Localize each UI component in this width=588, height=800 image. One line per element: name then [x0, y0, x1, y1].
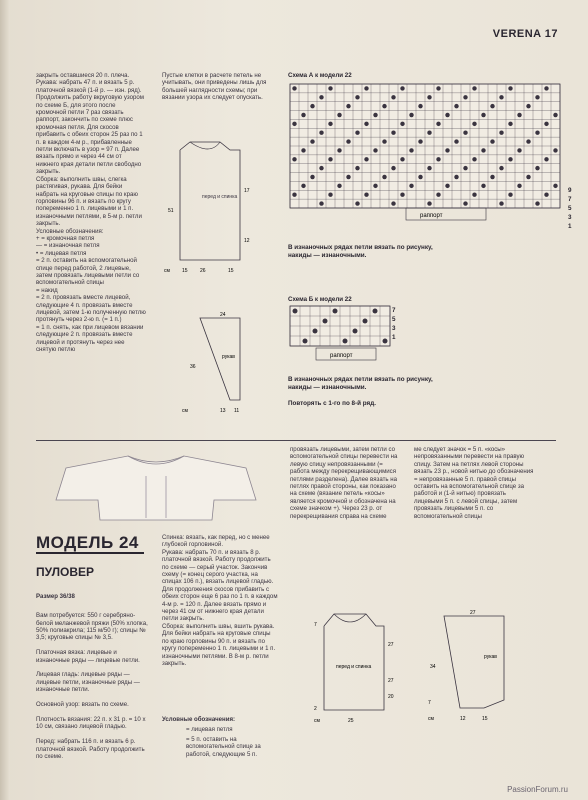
stitch-mark — [313, 329, 318, 334]
stitch-mark — [445, 148, 449, 152]
stitch-mark — [337, 148, 341, 152]
dim-12: 12 — [244, 238, 250, 244]
stitch-mark — [409, 184, 413, 188]
dim-36: 36 — [190, 364, 196, 370]
stitch-mark — [454, 104, 458, 108]
dim-25: 25 — [348, 718, 354, 724]
stitch-mark — [353, 329, 358, 334]
stitch-mark — [499, 201, 503, 205]
dim-7: 7 — [314, 622, 317, 628]
stitch-mark — [364, 122, 368, 126]
stitch-mark — [343, 339, 348, 344]
stitch-mark — [418, 104, 422, 108]
stitch-mark — [499, 166, 503, 170]
stockinette-stitch: Лицевая гладь: лицевые ряды — лицевые петли, изнаночные ряды — изнаночные петли. — [36, 671, 140, 694]
sweater-illustration — [36, 446, 276, 524]
dim-27: 27 — [388, 642, 394, 648]
scheme-b-title: Схема Б к модели 22 — [288, 296, 352, 303]
dim-2: 2 — [314, 706, 317, 712]
stitch-mark — [400, 86, 404, 90]
neckline — [334, 614, 366, 622]
stitch-mark — [427, 166, 431, 170]
stitch-mark — [526, 175, 530, 179]
legend-item-2: = 5 п. оставить на вспомогательной спице за работой, следующие 5 п. — [186, 736, 261, 758]
scheme-b-chart — [286, 304, 406, 368]
stitch-mark — [382, 139, 386, 143]
stitch-mark — [400, 157, 404, 161]
stitch-mark — [472, 122, 476, 126]
model-instructions — [36, 586, 152, 768]
page-header: VERENA 17 — [492, 28, 558, 40]
stitch-mark — [463, 95, 467, 99]
row-num: 7 — [568, 196, 572, 203]
dim-24: 24 — [220, 312, 226, 318]
stitch-mark — [526, 104, 530, 108]
scheme-b-repeat-note: Повторять с 1-го по 8-й ряд. — [288, 400, 376, 407]
stitch-mark — [301, 148, 305, 152]
stitch-mark — [481, 184, 485, 188]
dim-cm: см — [182, 408, 188, 414]
model-subtitle: ПУЛОВЕР — [36, 565, 95, 579]
scheme-b-repeat-label: раппорт — [330, 353, 353, 359]
middle-bottom-text: Спинка: вязать, как перед, но с менее глубокой горловиной. Рукава: набрать 70 п. и вязать 8 р. платочной вязкой. Работу продолжить по схеме — серый участок. Закончив схему (= конец серого участка, на спицах 106 п.), вязать лицевой гладью. Для продолжения скосов прибавить с обеих сторон еще 6 раз по 1 п. в каждом 4-м р. = 120 п. Далее вязать прямо и через 41 см от нижнего края детали петли закрыть. Сборка: выполнить швы, вшить рукава. Для бейки набрать на круговые спицы по краю горловины 90 п. и вязать по кругу попеременно 1 п. лицевыми и 1 п. изнаночными петлями. В 8-м р. петли закрыть. — [162, 534, 278, 667]
piece-label: перед и спинка — [202, 194, 238, 200]
neckline — [190, 142, 220, 149]
row-num: 5 — [392, 316, 396, 323]
dim-20: 20 — [388, 694, 394, 700]
garter-stitch: Платочная вязка: лицевые и изнаночные ряды — лицевые петли. — [36, 649, 140, 664]
stitch-mark — [337, 184, 341, 188]
dim-7: 7 — [428, 700, 431, 706]
scheme-a-repeat-box — [406, 208, 486, 220]
legend-title: Условные обозначения: — [162, 716, 236, 723]
watermark: PassionForum.ru — [507, 785, 568, 794]
stitch-mark — [301, 113, 305, 117]
stitch-mark — [328, 193, 332, 197]
stitch-mark — [292, 86, 296, 90]
stitch-mark — [481, 148, 485, 152]
stitch-mark — [499, 95, 503, 99]
stitch-mark — [292, 122, 296, 126]
stitch-mark — [382, 104, 386, 108]
dim-15-right: 15 — [228, 268, 234, 274]
stitch-mark — [409, 148, 413, 152]
stitch-mark — [364, 193, 368, 197]
body-outline — [324, 614, 384, 710]
sleeve-label: рукав — [222, 354, 235, 360]
stitch-mark — [391, 95, 395, 99]
stitch-mark — [333, 309, 338, 314]
middle-upper-text: провязать лицевыми, затем петли со вспомогательной спицы перевести на левую спицу непровязанными (= работа между перекрещивающимися петлями разделена). Далее вязать на петлях правой стороны, как показано на схеме (вязание петель «косы» является кромочной и обозначена на схеме значком +). Через 23 р. от перекрещивания справа на схеме — [290, 446, 398, 520]
stitch-mark — [363, 319, 368, 324]
sweater-outline — [56, 456, 256, 520]
stitch-mark — [319, 166, 323, 170]
stitch-mark — [391, 166, 395, 170]
stitch-mark — [355, 166, 359, 170]
stitch-mark — [508, 157, 512, 161]
stitch-mark — [499, 131, 503, 135]
dim-cm: см — [314, 718, 320, 724]
empty-cells-note: Пустые клетки в расчете петель не учитывать, они приведены лишь для большей наглядности схемы; при вязании узора их следует опускать. — [162, 72, 267, 102]
stitch-mark — [454, 175, 458, 179]
piece-label: перед и спинка — [336, 664, 372, 670]
stitch-mark — [436, 157, 440, 161]
stitch-mark — [292, 157, 296, 161]
dim-15: 15 — [482, 716, 488, 722]
stitch-mark — [463, 131, 467, 135]
scheme-a-title: Схема А к модели 22 — [288, 72, 352, 79]
stitch-mark — [535, 95, 539, 99]
legend-item-1: = лицевая петля — [186, 726, 233, 733]
stitch-mark — [472, 193, 476, 197]
dim-17: 17 — [244, 188, 250, 194]
stitch-mark — [418, 175, 422, 179]
stitch-mark — [445, 184, 449, 188]
stitch-mark — [355, 201, 359, 205]
body-pattern-diagram-bottom — [294, 606, 414, 730]
stitch-mark — [553, 184, 557, 188]
scheme-a-chart — [286, 82, 576, 232]
dim-11: 11 — [234, 408, 240, 414]
stitch-mark — [391, 201, 395, 205]
row-num: 3 — [568, 214, 572, 221]
row-num: 1 — [392, 334, 396, 341]
dim-12: 12 — [460, 716, 466, 722]
scheme-a-row-numbers — [568, 186, 580, 231]
dim-27: 27 — [470, 610, 476, 616]
stitch-mark — [517, 148, 521, 152]
stitch-mark — [490, 139, 494, 143]
stitch-mark — [436, 86, 440, 90]
stitch-mark — [364, 86, 368, 90]
row-num: 9 — [568, 187, 572, 194]
sleeve-outline — [444, 616, 504, 708]
stitch-mark — [481, 113, 485, 117]
stitch-mark — [293, 309, 298, 314]
main-pattern: Основной узор: вязать по схеме. — [36, 701, 129, 709]
dim-26: 26 — [200, 268, 206, 274]
dim-cm: см — [164, 268, 170, 274]
stitch-mark — [553, 113, 557, 117]
sleeve-pattern-diagram-top — [180, 308, 270, 418]
stitch-mark — [319, 95, 323, 99]
stitch-mark — [346, 104, 350, 108]
stitch-mark — [490, 104, 494, 108]
stitch-mark — [355, 95, 359, 99]
dim-cm: см — [428, 716, 434, 722]
stitch-mark — [373, 113, 377, 117]
stitch-mark — [310, 139, 314, 143]
stitch-mark — [544, 122, 548, 126]
right-upper-text: ме следует значок = 5 п. «косы» непровязанными перевести на правую спицу. Затем на петлях левой стороны вязать 23 р., новой нитью до обозначения = непровязанные 5 п. правой спицы оставить на вспомогательной спице за работой и (1-й нитью) провязать лицевыми 5 п. с левой спицы, затем провязать лицевыми 5 п. со вспомогательной спицы — [414, 446, 534, 520]
scheme-b-row-numbers — [392, 306, 402, 342]
stitch-mark — [301, 184, 305, 188]
body-outline — [180, 142, 240, 260]
dim-15-left: 15 — [182, 268, 188, 274]
dim-27b: 27 — [388, 678, 394, 684]
stitch-mark — [445, 113, 449, 117]
stitch-mark — [373, 184, 377, 188]
body-pattern-diagram-top — [160, 132, 270, 280]
gauge: Плотность вязания: 22 п. х 31 р. = 10 х 10 см, связано лицевой гладью. — [36, 715, 146, 731]
stitch-mark — [454, 139, 458, 143]
dim-13: 13 — [220, 408, 226, 414]
row-num: 7 — [392, 307, 396, 314]
stitch-mark — [472, 86, 476, 90]
model-title: МОДЕЛЬ 24 — [36, 533, 139, 552]
stitch-mark — [517, 184, 521, 188]
stitch-mark — [463, 166, 467, 170]
stitch-mark — [508, 86, 512, 90]
stitch-mark — [427, 131, 431, 135]
stitch-mark — [427, 201, 431, 205]
size: Размер 36/38 — [36, 593, 75, 601]
title-underline — [36, 552, 144, 554]
materials: Вам потребуется: 550 г серебряно-белой меланжевой пряжи (50% хлопка, 50% полиакрила; 115 м/50 г); спицы № 3,5; круговые спицы № 3,5. — [36, 612, 148, 642]
stitch-mark — [319, 131, 323, 135]
stitch-mark — [328, 122, 332, 126]
page-spine-shadow — [0, 0, 10, 800]
stitch-mark — [337, 113, 341, 117]
sleeve-pattern-diagram-bottom — [424, 608, 524, 726]
stitch-mark — [427, 95, 431, 99]
stitch-mark — [310, 104, 314, 108]
stitch-mark — [535, 201, 539, 205]
stitch-mark — [553, 148, 557, 152]
stitch-mark — [508, 122, 512, 126]
stitch-mark — [383, 339, 388, 344]
stitch-mark — [364, 157, 368, 161]
stitch-mark — [535, 131, 539, 135]
stitch-mark — [310, 175, 314, 179]
stitch-mark — [400, 193, 404, 197]
stitch-mark — [544, 86, 548, 90]
stitch-mark — [436, 193, 440, 197]
stitch-mark — [292, 193, 296, 197]
stitch-mark — [436, 122, 440, 126]
front-instructions: Перед: набрать 116 п. и вязать 6 р. платочной вязкой. Работу продолжить по схеме. — [36, 738, 145, 760]
stitch-mark — [328, 86, 332, 90]
dim-34: 34 — [430, 664, 436, 670]
stitch-mark — [544, 157, 548, 161]
stitch-mark — [346, 175, 350, 179]
stitch-mark — [319, 201, 323, 205]
stitch-mark — [391, 131, 395, 135]
stitch-mark — [526, 139, 530, 143]
row-num: 3 — [392, 325, 396, 332]
stitch-mark — [355, 131, 359, 135]
row-num: 5 — [568, 205, 572, 212]
stitch-mark — [400, 122, 404, 126]
stitch-mark — [373, 309, 378, 314]
stitch-mark — [418, 139, 422, 143]
stitch-mark — [373, 148, 377, 152]
sleeve-label: рукав — [484, 654, 497, 660]
stitch-mark — [323, 319, 328, 324]
stitch-mark — [535, 166, 539, 170]
dim-51: 51 — [168, 208, 174, 214]
scheme-a-note: В изнаночных рядах петли вязать по рисунку, накиды — изнаночными. — [288, 244, 433, 259]
stitch-mark — [328, 157, 332, 161]
stitch-mark — [544, 193, 548, 197]
stitch-mark — [508, 193, 512, 197]
stitch-mark — [382, 175, 386, 179]
row-num: 1 — [568, 223, 572, 230]
stitch-mark — [517, 113, 521, 117]
stitch-mark — [490, 175, 494, 179]
scheme-b-note: В изнаночных рядах петли вязать по рисунку, накиды — изнаночными. — [288, 376, 433, 391]
left-column-text: закрыть оставшиеся 20 п. плеча. Рукава: набрать 47 п. и вязать 5 р. платочной вязкой (1-й р. — изн. ряд). Продолжить работу вкруговую узором по схеме Б, для этого после кромочной петли 7 раз связать раппорт, закончить по схеме плюс кромочная петля. Для скосов прибавить с обеих сторон 25 раз по 1 п. в каждом 4-м р., прибавленные петли включать в узор = 97 п. Далее вязать прямо и через 44 см от нижнего края детали петли свободно закрыть. Сборка: выполнить швы, слегка растягивая, рукава. Для бейки набрать на круговые спицы по краю горловины 96 п. и вязать по кругу попеременно 1 п. лицевыми и 1 п. изнаночными петлями, в 5-м р. петли закрыть. Условные обозначения: + = кромочная петля — = изнаночная петля • = лицевая петля = 2 п. оставить на вспомогательной спице перед работой, 2 лицевые, затем провязать лицевыми петли со вспомогательной спицы = накид = 2 п. провязать вместе лицевой, следующие 4 п. провязать вместе лицевой, затем 1-ю полученную петлю протянуть через 2-ю п. (= 1 п.) = 1 п. снять, как при лицевом вязании следующие 2 п. провязать вместе лицевой и протянуть через нее снятую петлю — [36, 72, 146, 354]
stitch-mark — [303, 339, 308, 344]
section-divider — [36, 440, 556, 441]
stitch-mark — [409, 113, 413, 117]
stitch-mark — [472, 157, 476, 161]
scheme-a-repeat-label: раппорт — [420, 213, 443, 219]
stitch-mark — [463, 201, 467, 205]
stitch-mark — [346, 139, 350, 143]
